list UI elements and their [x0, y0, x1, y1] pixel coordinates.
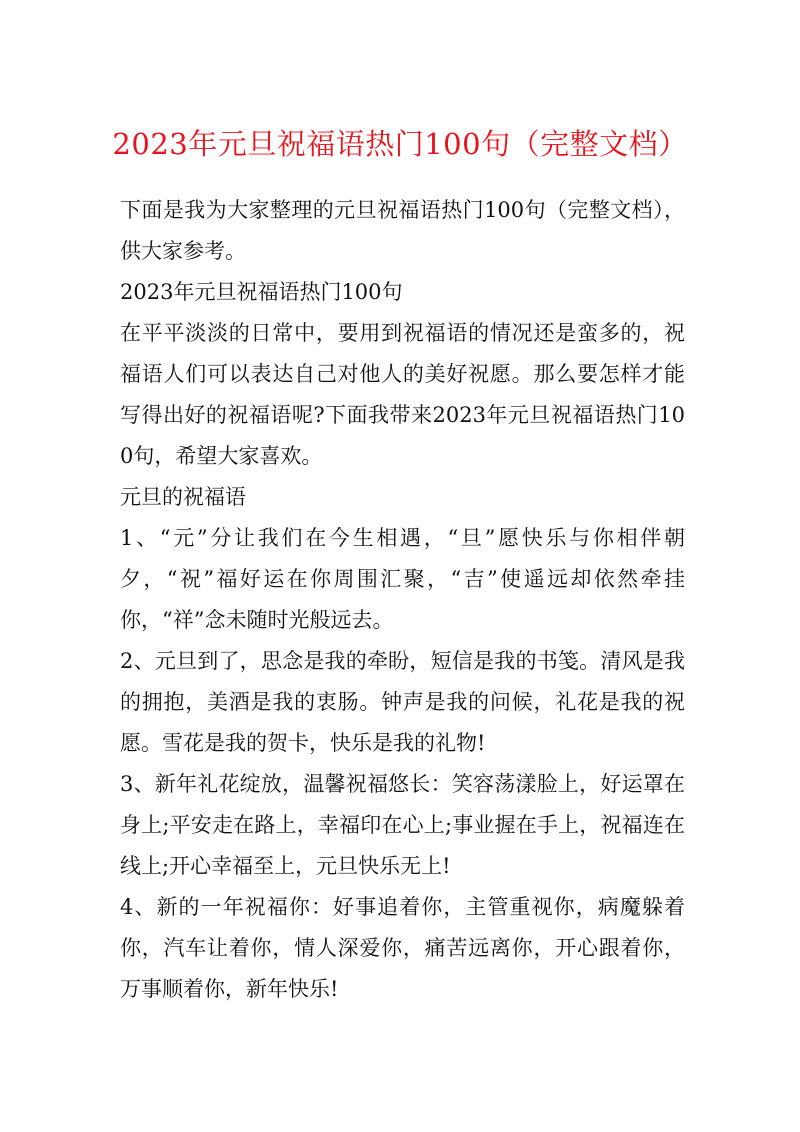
- document-title: 2023年元旦祝福语热门100句（完整文档）: [112, 127, 688, 161]
- greeting-item-1: 1、“元”分让我们在今生相遇，“旦”愿快乐与你相伴朝夕，“祝”福好运在你周围汇聚，“吉”使遥远却依然牵挂你，“祥”念未随时光般远去。: [120, 526, 685, 632]
- document-body: [120, 190, 685, 1010]
- body-paragraph: 在平平淡淡的日常中，要用到祝福语的情况还是蛮多的，祝福语人们可以表达自己对他人的美好祝愿。那么要怎样才能写得出好的祝福语呢?下面我带来2023年元旦祝福语热门100句，希望大家喜欢。: [120, 321, 685, 468]
- subsection-heading: 元旦的祝福语: [120, 485, 246, 509]
- greeting-item-3: 3、新年礼花绽放，温馨祝福悠长：笑容荡漾脸上，好运罩在身上;平安走在路上，幸福印在心上;事业握在手上，祝福连在线上;开心幸福至上，元旦快乐无上!: [120, 772, 685, 878]
- intro-paragraph: 下面是我为大家整理的元旦祝福语热门100句（完整文档），供大家参考。: [120, 198, 685, 263]
- section-heading: 2023年元旦祝福语热门100句: [120, 280, 403, 304]
- greeting-item-4: 4、新的一年祝福你：好事追着你，主管重视你，病魔躲着你，汽车让着你，情人深爱你，痛苦远离你，开心跟着你，万事顺着你，新年快乐!: [120, 895, 685, 1001]
- greeting-item-2: 2、元旦到了，思念是我的牵盼，短信是我的书笺。清风是我的拥抱，美酒是我的衷肠。钟声是我的问候，礼花是我的祝愿。雪花是我的贺卡，快乐是我的礼物!: [120, 649, 685, 755]
